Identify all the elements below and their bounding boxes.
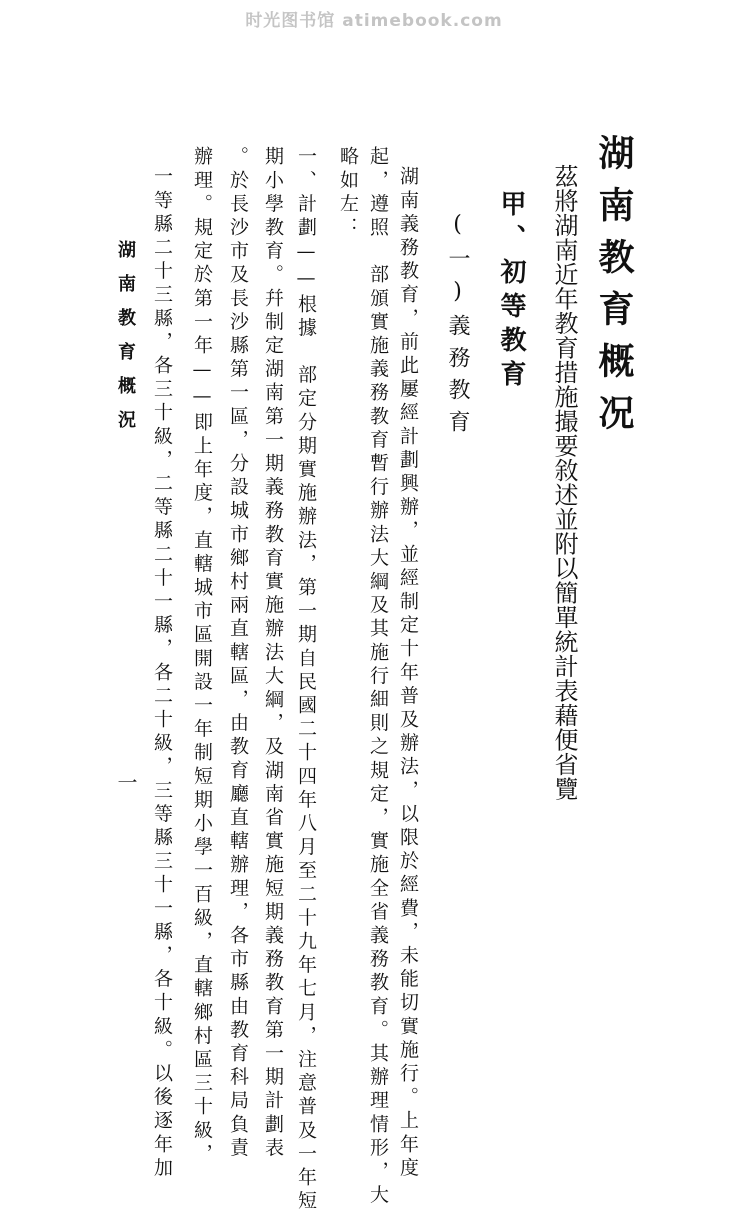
body-text-column: 起，遵照 部頒實施義務教育暫行辦法大綱及其施行細則之規定，實施全省義務教育。其辦理情形，大 [367, 146, 389, 1208]
body-text-column: 湖南義務教育，前此屢經計劃興辦，並經制定十年普及辦法，以限於經費，未能切實施行。上年度 [397, 166, 419, 1181]
subsection-heading-compulsory-education: (一)義務教育 [445, 212, 470, 442]
body-text-column: 略如左： [337, 146, 359, 241]
body-text-column: 一等縣二十三縣，各三十級，二等縣二十一縣，各二十級，三等縣三十一縣，各十級。以後逐年加 [151, 166, 173, 1181]
body-text-column: 辦理。規定於第一年——即上年度，直轄城市區開設一年制短期小學一百級，直轄鄉村區三十級， [191, 146, 213, 1167]
page-number: 一 [114, 772, 138, 792]
body-text-column: 一、計劃——根據 部定分期實施辦法，第一期自民國二十四年八月至二十九年七月，注意普及一年短 [295, 146, 317, 1214]
page-title: 湖南教育概况 [593, 134, 635, 446]
subtitle: 茲將湖南近年教育措施撮要敘述並附以簡單統計表藉便省覽 [550, 164, 578, 801]
body-text-column: 。於長沙市及長沙縣第一區，分設城市鄉村兩直轄區，由教育廳直轄辦理，各市縣由教育科局負責 [227, 146, 249, 1161]
running-title: 湖南教育概況 [115, 240, 136, 444]
section-heading-primary-education: 甲、初等教育 [496, 190, 526, 394]
watermark: 时光图书馆 atimebook.com [245, 11, 503, 31]
body-text-column: 期小學教育。幷制定湖南第一期義務教育實施辦法大綱，及湖南省實施短期義務教育第一期計劃表 [262, 146, 284, 1161]
